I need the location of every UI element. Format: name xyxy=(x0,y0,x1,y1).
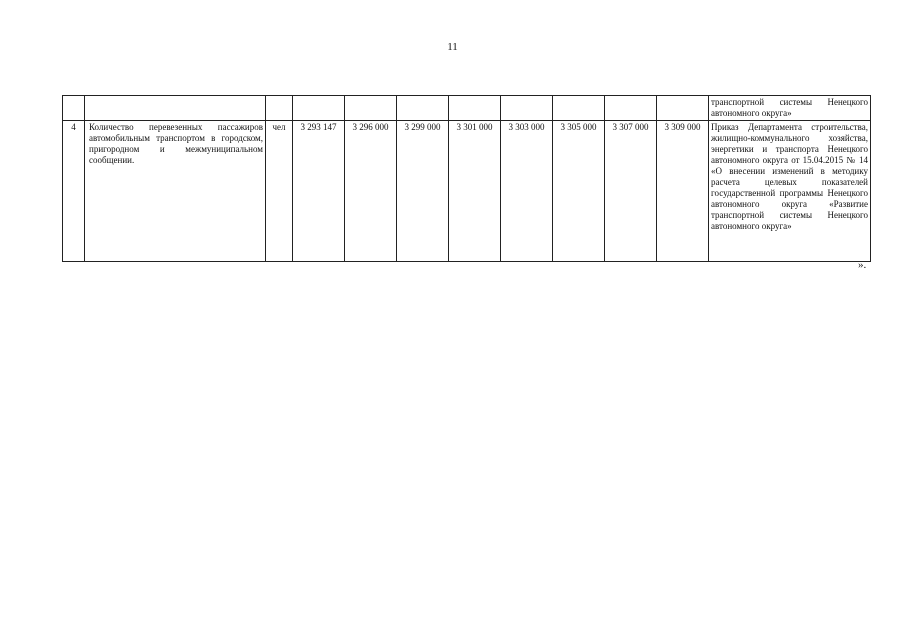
source-cell: транспортной системы Ненецкого автономного округа» xyxy=(709,96,871,121)
table-cell xyxy=(345,96,397,121)
table-cell xyxy=(293,96,345,121)
indicator-name: Количество перевезенных пассажиров автомобильным транспортом в городском, пригородном и межмуниципальном сообщении. xyxy=(85,120,266,261)
table-cell xyxy=(266,96,293,121)
table-row xyxy=(63,120,871,261)
value-cell: 3 301 000 xyxy=(449,120,501,261)
value-cell: 3 296 000 xyxy=(345,120,397,261)
value-cell: 3 293 147 xyxy=(293,120,345,261)
value-cell: 3 299 000 xyxy=(397,120,449,261)
value-cell: 3 307 000 xyxy=(605,120,657,261)
indicators-table xyxy=(62,95,871,262)
closing-quote: ». xyxy=(858,259,867,271)
table-cell xyxy=(449,96,501,121)
table-cell xyxy=(63,96,85,121)
table-cell xyxy=(553,96,605,121)
table-cell xyxy=(85,96,266,121)
table-cell xyxy=(605,96,657,121)
unit-cell: чел xyxy=(266,120,293,261)
row-number: 4 xyxy=(63,120,85,261)
table-cell xyxy=(501,96,553,121)
source-cell: Приказ Департамента строительства, жилищно-коммунального хозяйства, энергетики и транспорта Ненецкого автономного округа от 15.04.2015 № 14 «О внесении изменений в методику расчета целевых показателей государственной программы Ненецкого автономного округа «Развитие транспортной системы Ненецкого автономного округа» xyxy=(709,120,871,261)
table-row-continuation xyxy=(63,96,871,121)
table-cell xyxy=(397,96,449,121)
value-cell: 3 309 000 xyxy=(657,120,709,261)
value-cell: 3 303 000 xyxy=(501,120,553,261)
table-cell xyxy=(657,96,709,121)
value-cell: 3 305 000 xyxy=(553,120,605,261)
page-number: 11 xyxy=(447,41,458,53)
